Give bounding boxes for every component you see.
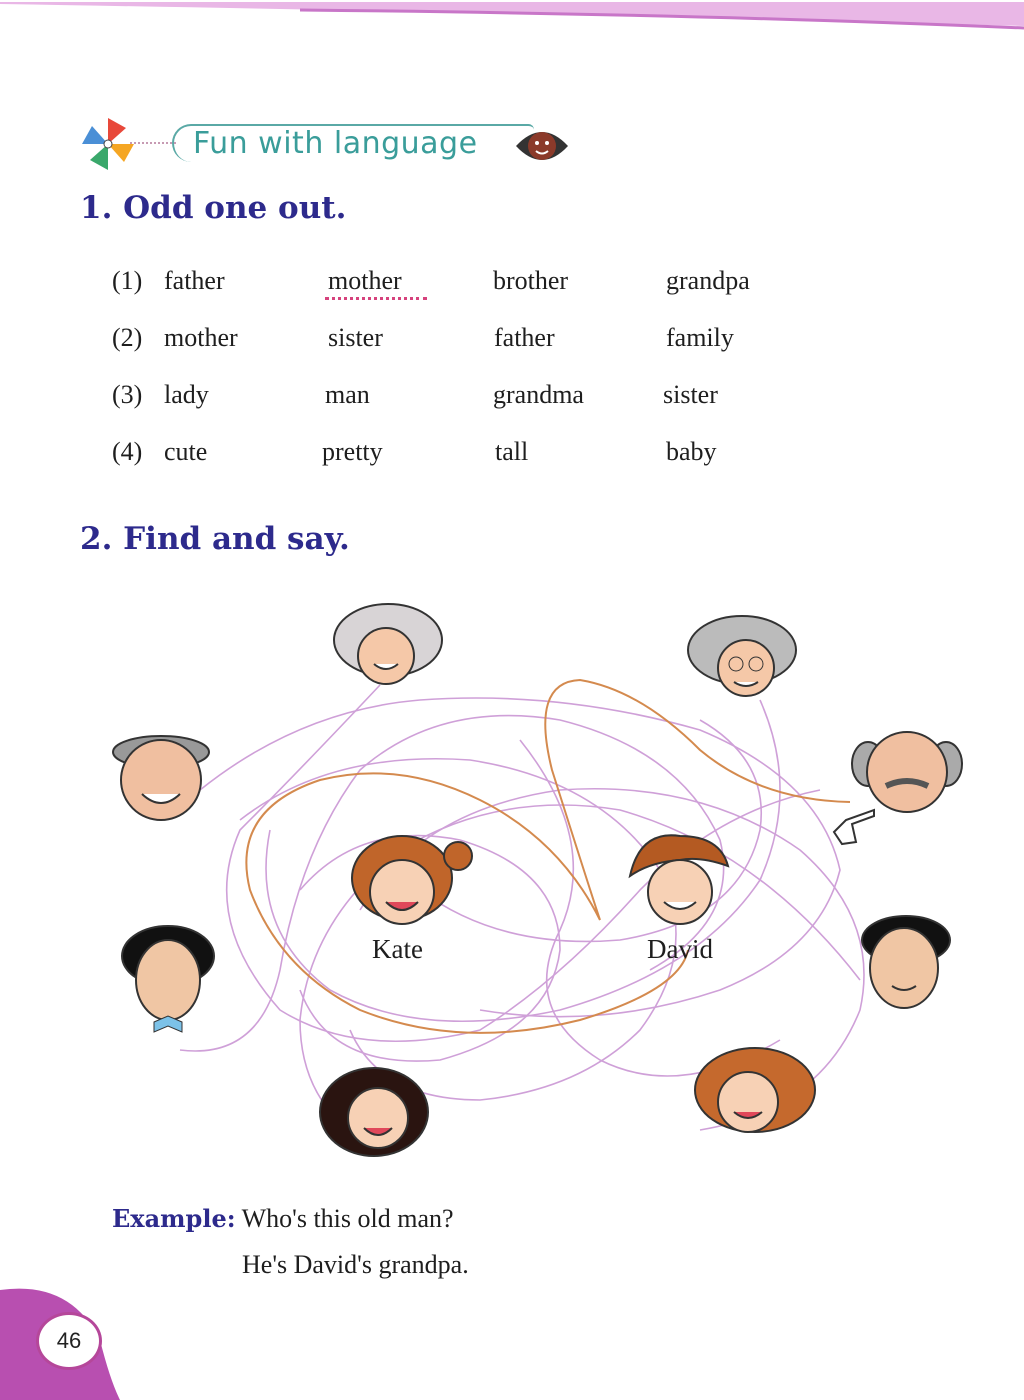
- word: man: [325, 380, 370, 409]
- example-question: [112, 1204, 454, 1234]
- word: sister: [328, 323, 383, 352]
- pointing-hand-icon: [830, 802, 878, 848]
- example-label: Example:: [112, 1204, 236, 1233]
- word: tall: [495, 437, 529, 466]
- row-number: (1): [112, 266, 143, 295]
- family-maze-illustration: [0, 590, 1024, 1190]
- grandma-face-left: [330, 600, 446, 694]
- face-icon: [512, 124, 572, 168]
- word: brother: [493, 266, 569, 295]
- row-number: (3): [112, 380, 143, 409]
- section-heading-find-and-say: 2. Find and say.: [80, 521, 350, 557]
- father-face-right: [852, 912, 952, 1012]
- word: mother: [328, 266, 402, 295]
- david-face: [620, 826, 732, 930]
- banner-dotted-line: [130, 142, 176, 144]
- top-decorative-stripe: [0, 0, 1024, 32]
- word: sister: [663, 380, 718, 409]
- father-face-left: [118, 924, 218, 1036]
- child-label-kate: Kate: [372, 934, 423, 964]
- word: father: [164, 266, 225, 295]
- word: family: [666, 323, 734, 352]
- fun-with-language-banner: [80, 112, 580, 172]
- mother-face-right: [690, 1044, 820, 1142]
- word: grandpa: [666, 266, 750, 295]
- pinwheel-icon: [80, 116, 136, 172]
- word: cute: [164, 437, 208, 466]
- row-number: (2): [112, 323, 143, 352]
- row-number: (4): [112, 437, 143, 466]
- word: pretty: [322, 437, 383, 466]
- word: lady: [164, 380, 209, 409]
- grandma-face-right: [684, 612, 800, 708]
- example-question-text: Who's this old man?: [241, 1204, 454, 1233]
- banner-title: Fun with language: [193, 126, 478, 161]
- word: mother: [164, 323, 238, 352]
- section-heading-odd-one-out: 1. Odd one out.: [80, 190, 347, 226]
- example-answer: He's David's grandpa.: [242, 1250, 469, 1279]
- kate-face: [346, 834, 480, 934]
- word: baby: [666, 437, 717, 466]
- child-label-david: David: [647, 934, 713, 964]
- mother-face-left: [316, 1062, 434, 1160]
- grandpa-face-left: [108, 728, 214, 824]
- answer-dotted-underline: [325, 297, 427, 300]
- page-number: 46: [36, 1312, 102, 1370]
- word: grandma: [493, 380, 584, 409]
- word: father: [494, 323, 555, 352]
